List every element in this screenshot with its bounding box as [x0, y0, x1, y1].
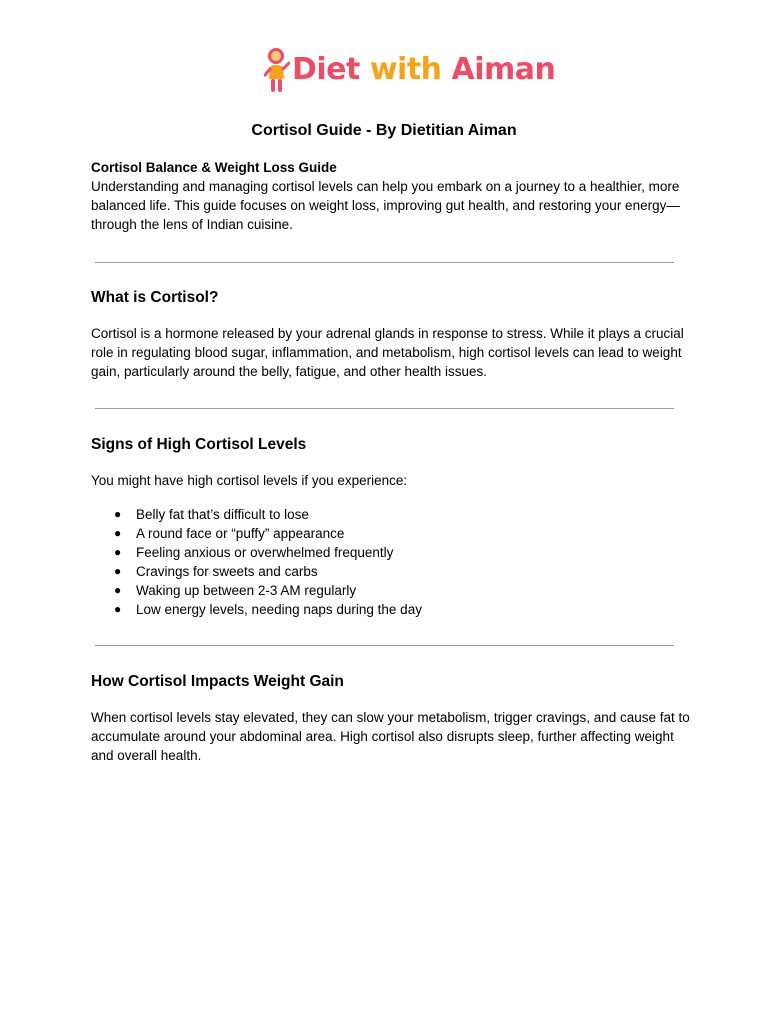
bullet-icon: ● — [114, 526, 122, 540]
bullet-icon: ● — [114, 545, 122, 559]
section-paragraph-signs: You might have high cortisol levels if you experience: — [91, 473, 408, 488]
brand-logo — [264, 44, 555, 96]
bullet-icon: ● — [114, 583, 122, 597]
list-item-text: A round face or “puffy” appearance — [136, 526, 345, 541]
dietitian-figure-icon — [264, 45, 290, 95]
intro-heading: Cortisol Balance & Weight Loss Guide — [91, 160, 337, 175]
list-item-text: Waking up between 2-3 AM regularly — [136, 583, 357, 598]
brand-word-diet: Diet — [292, 52, 360, 87]
divider — [95, 262, 674, 263]
section-paragraph-what-is-cortisol: Cortisol is a hormone released by your adrenal glands in response to stress. While it plays a crucial role in regulating blood sugar, inflammation, and metabolism, high cortisol levels can lead to weight gain, particularly around the belly, fatigue, and other health issues. — [91, 326, 684, 379]
signs-list — [91, 505, 691, 619]
intro-paragraph: Understanding and managing cortisol levels can help you embark on a journey to a healthier, more balanced life. This guide focuses on weight loss, improving gut health, and restoring your energy—through the lens of Indian cuisine. — [91, 179, 680, 232]
divider — [95, 645, 674, 646]
brand-word-with: with — [369, 52, 442, 87]
bullet-icon: ● — [114, 564, 122, 578]
list-item — [91, 562, 691, 581]
bullet-icon: ● — [114, 602, 122, 616]
section-paragraph-weight-gain: When cortisol levels stay elevated, they can slow your metabolism, trigger cravings, and cause fat to accumulate around your abdominal area. High cortisol also disrupts sleep, further affecting weight and overall health. — [91, 710, 690, 763]
bullet-icon: ● — [114, 507, 122, 521]
section-heading-signs: Signs of High Cortisol Levels — [91, 436, 307, 453]
list-item-text: Low energy levels, needing naps during the day — [136, 602, 422, 617]
section-heading-weight-gain: How Cortisol Impacts Weight Gain — [91, 673, 344, 690]
list-item — [91, 600, 691, 619]
list-item — [91, 543, 691, 562]
list-item — [91, 524, 691, 543]
list-item-text: Belly fat that’s difficult to lose — [136, 507, 309, 522]
list-item — [91, 581, 691, 600]
brand-wordmark — [292, 52, 556, 87]
list-item — [91, 505, 691, 524]
brand-word-aiman: Aiman — [451, 52, 556, 87]
document-title: Cortisol Guide - By Dietitian Aiman — [251, 122, 517, 139]
section-heading-what-is-cortisol: What is Cortisol? — [91, 289, 219, 306]
list-item-text: Cravings for sweets and carbs — [136, 564, 318, 579]
list-item-text: Feeling anxious or overwhelmed frequently — [136, 545, 394, 560]
intro-block — [91, 159, 691, 234]
divider — [95, 408, 674, 409]
